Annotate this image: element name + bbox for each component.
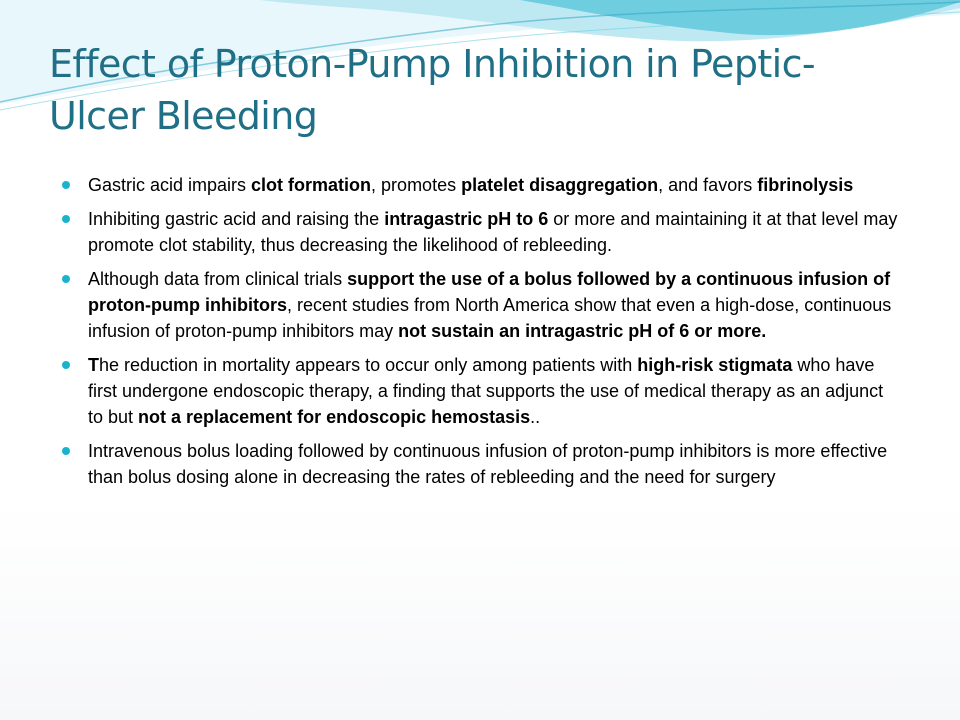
bullet-text-bold: fibrinolysis [757, 175, 854, 195]
bullet-text: , recent studies from North America show that even a high-dose, continuous infusion of proton-pump inhibitors may [88, 295, 892, 341]
bullet-text: .. [530, 407, 541, 427]
bullet-item [60, 206, 900, 258]
bullet-text-bold: platelet disaggregation [461, 175, 659, 195]
bullet-text-bold: intragastric pH to 6 [384, 209, 549, 229]
bullet-text-bold: not sustain an intragastric pH of 6 or more. [398, 321, 767, 341]
bullet-text: who have first undergone endoscopic therapy, a finding that supports the use of medical therapy as an adjunct to but [88, 355, 884, 427]
bullet-dot-icon [62, 361, 70, 369]
bullet-text: , promotes [371, 175, 462, 195]
bullet-text: Intravenous bolus loading followed by continuous infusion of proton-pump inhibitors is more effective than bolus dosing alone in decreasing the rates of rebleeding and the need for surgery [88, 441, 888, 487]
slide-title: Effect of Proton-Pump Inhibition in Peptic-Ulcer Bleeding [49, 42, 816, 138]
bullet-text: Gastric acid impairs [88, 175, 252, 195]
bullet-text-bold: clot formation [251, 175, 372, 195]
bullet-text: or more and maintaining it at that level may promote clot stability, thus decreasing the likelihood of rebleeding. [88, 209, 898, 255]
bullet-text: Although data from clinical trials [88, 269, 348, 289]
bullet-text: he reduction in mortality appears to occur only among patients with [99, 355, 638, 375]
bullet-text-bold: not a replacement for endoscopic hemostasis [138, 407, 531, 427]
bullet-dot-icon [62, 181, 70, 189]
bullet-item [60, 266, 900, 344]
bullet-text: , and favors [658, 175, 758, 195]
bullet-item [60, 438, 900, 490]
bullet-item [60, 172, 900, 198]
bullet-text-bold: T [88, 355, 99, 375]
bullet-text-bold: high-risk stigmata [637, 355, 793, 375]
bullet-text: Inhibiting gastric acid and raising the [88, 209, 385, 229]
bullet-list [60, 172, 900, 498]
bullet-dot-icon [62, 275, 70, 283]
bullet-dot-icon [62, 215, 70, 223]
bullet-dot-icon [62, 447, 70, 455]
bullet-item [60, 352, 900, 430]
bullet-text-bold: support the use of a bolus followed by a continuous infusion of proton-pump inhibitors [88, 269, 891, 315]
